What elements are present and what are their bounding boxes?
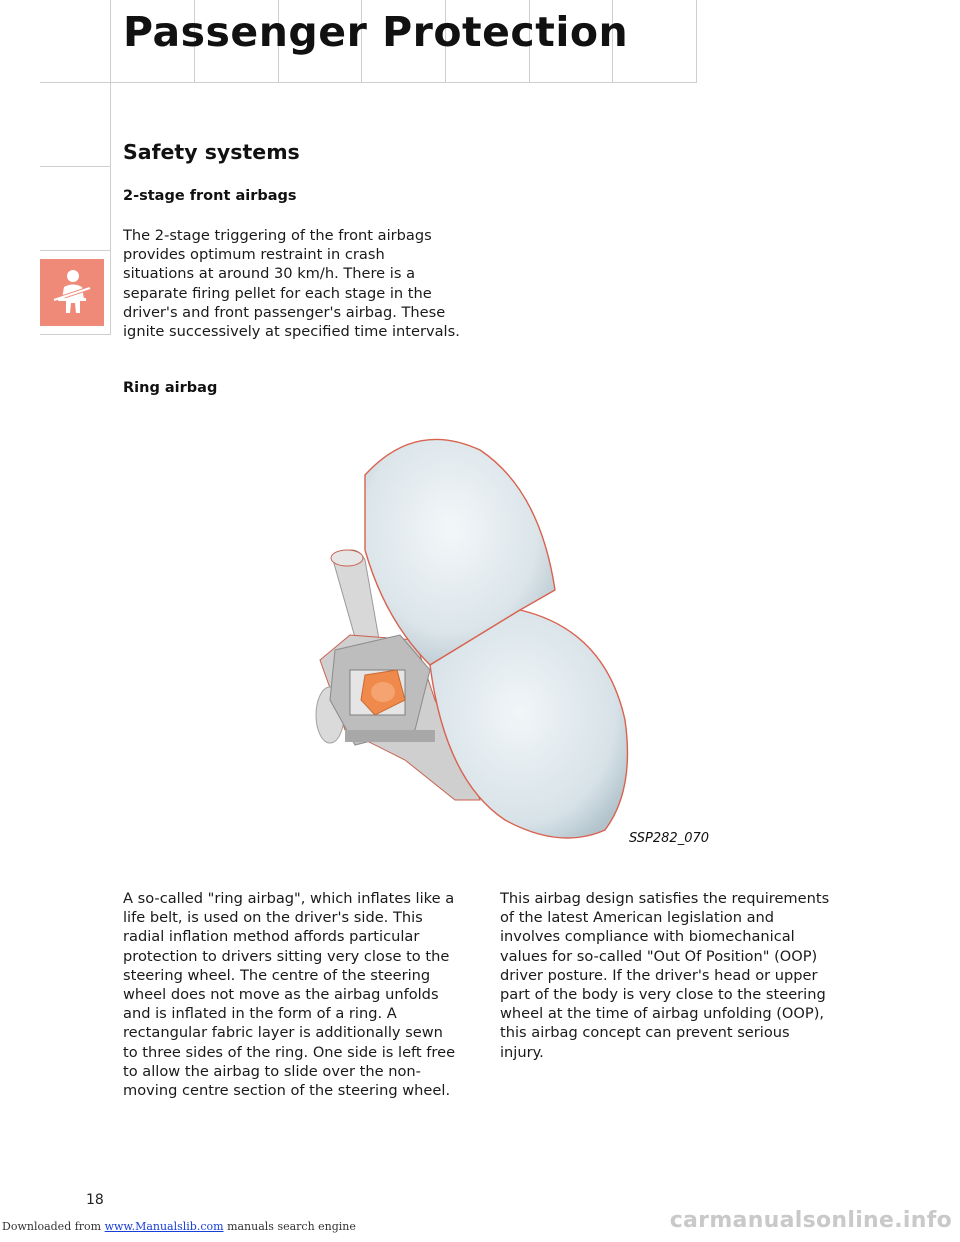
text-line: driver posture. If the driver's head or upper — [500, 966, 818, 984]
text-line: rectangular fabric layer is additionally sewn — [123, 1024, 443, 1042]
footer-suffix: manuals search engine — [227, 1220, 356, 1233]
text-line: injury. — [500, 1043, 544, 1061]
text-line: and is inflated in the form of a ring. A — [123, 1005, 397, 1023]
left-column-rule — [110, 0, 111, 335]
text-line: of the latest American legislation and — [500, 909, 775, 927]
side-rule-1 — [40, 166, 111, 167]
text-line: The 2-stage triggering of the front airbags — [123, 227, 432, 244]
ring-airbag-text-right — [500, 889, 865, 1062]
text-line: radial inflation method affords particular — [123, 928, 420, 946]
text-line: driver's and front passenger's airbag. These — [123, 303, 446, 321]
text-line: this airbag concept can prevent serious — [500, 1024, 790, 1042]
page-number: 18 — [86, 1192, 104, 1208]
text-line: separate firing pellet for each stage in the — [123, 284, 432, 302]
side-rule-3 — [40, 334, 111, 335]
section-title: Safety systems — [123, 140, 300, 164]
text-line: values for so-called "Out Of Position" (OOP) — [500, 947, 818, 965]
header-rule-top — [40, 82, 696, 83]
figure-caption: SSP282_070 — [629, 831, 710, 846]
text-line: ignite successively at specified time intervals. — [123, 323, 460, 341]
seatbelt-person-icon — [40, 259, 104, 326]
text-line: wheel at the time of airbag unfolding (OOP), — [500, 1005, 825, 1023]
text-line: life belt, is used on the driver's side. This — [123, 909, 423, 927]
ring-airbag-illustration — [305, 430, 645, 850]
page-title: Passenger Protection — [123, 8, 629, 56]
text-line: situations at around 30 km/h. There is a — [123, 265, 416, 283]
text-line: moving centre section of the steering wheel. — [123, 1082, 451, 1100]
text-line: provides optimum restraint in crash — [123, 246, 385, 264]
front-airbags-text — [123, 226, 493, 341]
text-line: to three sides of the ring. One side is left free — [123, 1043, 456, 1061]
text-line: A so-called "ring airbag", which inflates like a — [123, 890, 455, 907]
section-icon-tile — [40, 259, 104, 326]
airbag-drawing — [305, 430, 645, 850]
text-line: This airbag design satisfies the requirements — [500, 890, 830, 907]
manualslib-link[interactable]: www.Manualslib.com — [104, 1220, 224, 1233]
download-footer — [2, 1220, 356, 1233]
front-airbags-heading: 2-stage front airbags — [123, 188, 297, 204]
text-line: steering wheel. The centre of the steering — [123, 966, 431, 984]
text-line: to allow the airbag to slide over the non- — [123, 1062, 421, 1080]
side-rule-2 — [40, 250, 111, 251]
text-line: wheel does not move as the airbag unfolds — [123, 986, 439, 1004]
footer-prefix: Downloaded from — [2, 1220, 102, 1233]
text-line: protection to drivers sitting very close to the — [123, 947, 450, 965]
ring-airbag-heading: Ring airbag — [123, 380, 218, 396]
ring-airbag-text-left — [123, 889, 488, 1100]
text-line: involves compliance with biomechanical — [500, 928, 795, 946]
header-rule-right — [696, 0, 697, 83]
text-line: part of the body is very close to the steering — [500, 986, 826, 1004]
site-watermark: carmanualsonline.info — [669, 1208, 952, 1233]
